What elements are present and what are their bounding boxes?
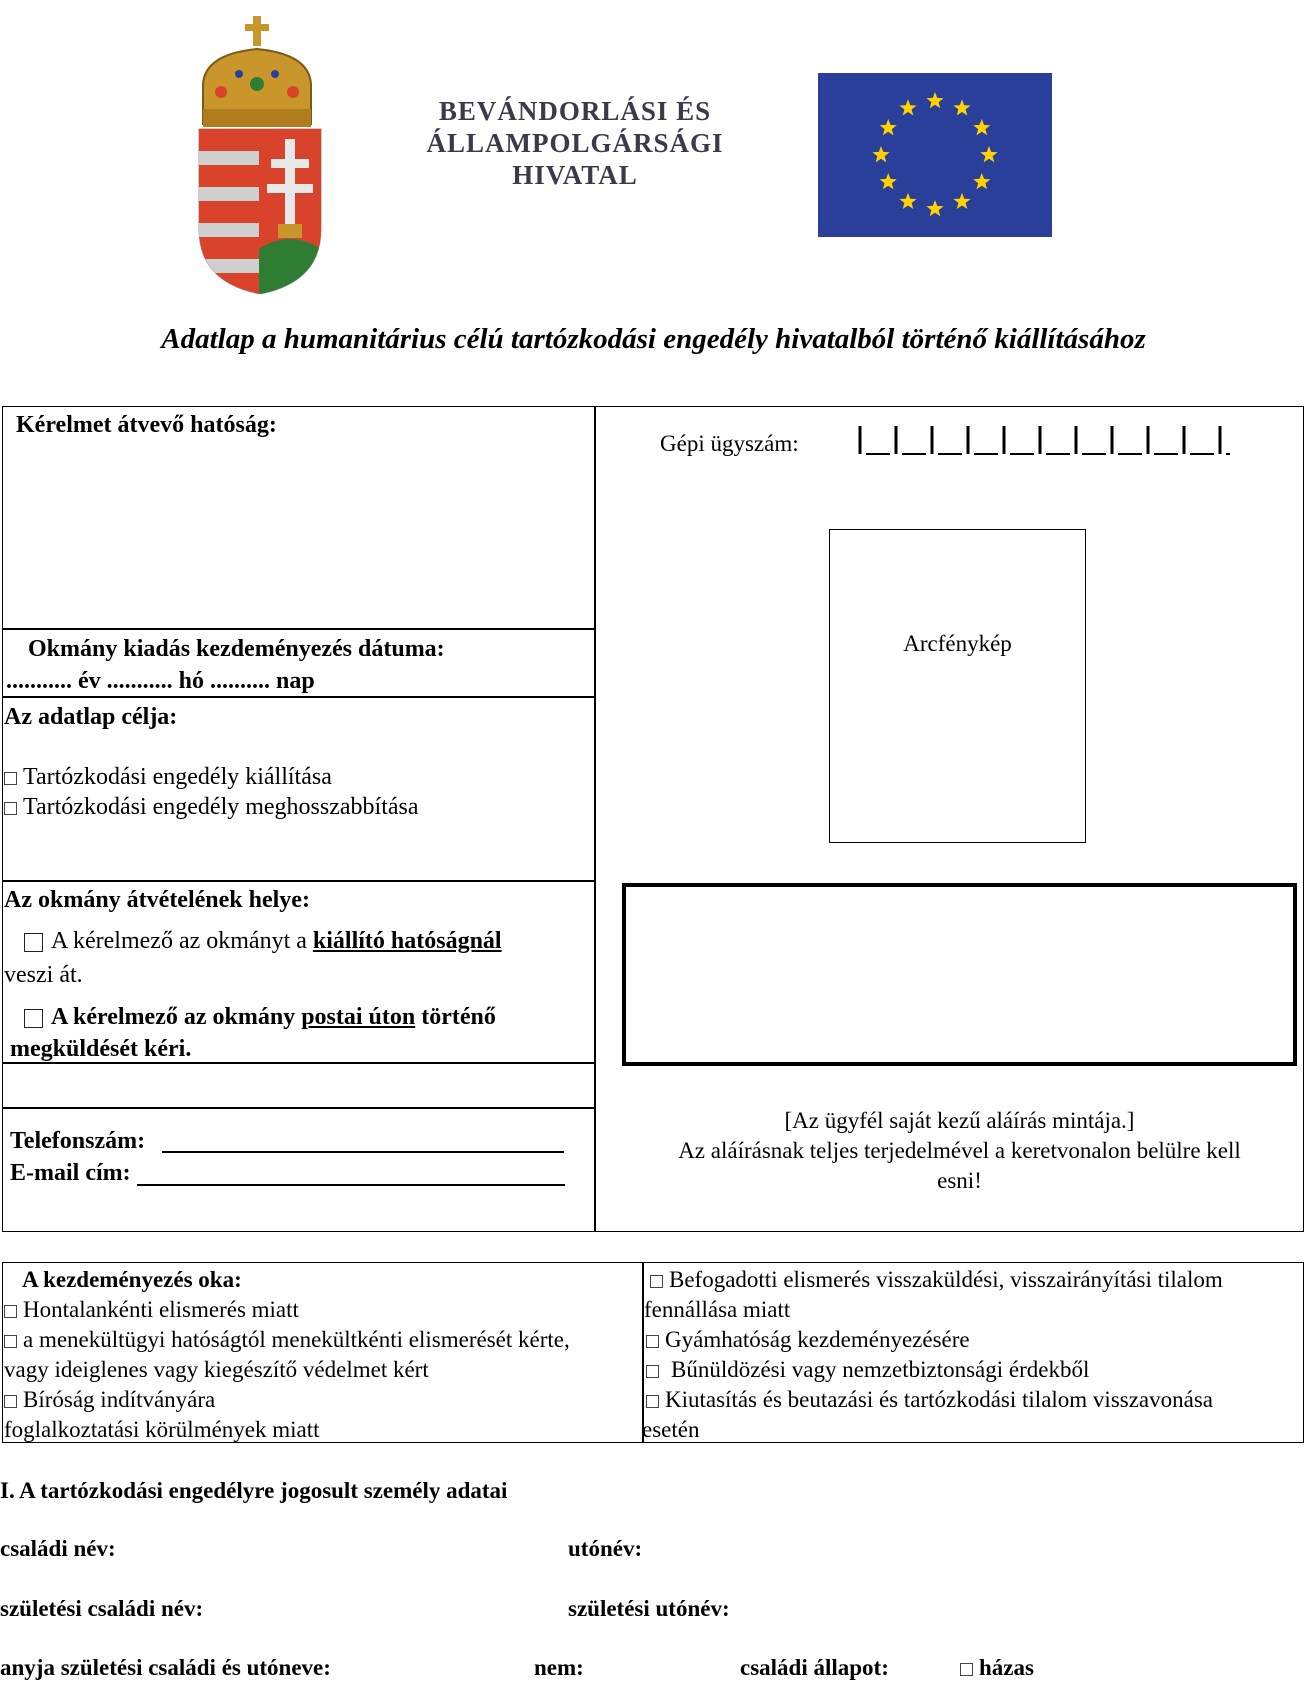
case-number-label: Gépi ügyszám:: [660, 431, 799, 456]
checkbox[interactable]: [4, 772, 17, 785]
checkbox[interactable]: [646, 1395, 659, 1408]
issue-date-value[interactable]: ........... év ........... hó .......... nap: [6, 668, 315, 694]
agency-line-1: BEVÁNDORLÁSI ÉS: [438, 96, 712, 126]
checkbox[interactable]: [24, 1009, 43, 1028]
form-title: Adatlap a humanitárius célú tartózkodási engedély hivatalból történő kiállításához: [161, 323, 1146, 355]
sex-label: nem:: [534, 1655, 584, 1680]
checkbox[interactable]: [646, 1365, 659, 1378]
pickup-authority-emphasis: kiállító hatóságnál: [312, 928, 502, 954]
checkbox[interactable]: [960, 1663, 973, 1676]
pickup-option-text: A kérelmező az okmányt a: [51, 928, 313, 954]
section-1-heading: I. A tartózkodási engedélyre jogosult személy adatai: [0, 1478, 508, 1503]
phone-label: Telefonszám:: [10, 1128, 146, 1154]
pickup-label: Az okmány átvételének helye:: [4, 887, 310, 913]
pickup-option-authority[interactable]: [24, 926, 502, 956]
reason-label: A kezdeményezés oka:: [22, 1267, 242, 1292]
marital-option-married[interactable]: [960, 1654, 1034, 1682]
pickup-post-emphasis: postai úton: [301, 1004, 416, 1030]
reason-option-security[interactable]: [646, 1356, 1089, 1384]
photo-box[interactable]: [829, 529, 1086, 843]
reason-option-refugee[interactable]: [4, 1326, 570, 1354]
agency-line-2: ÁLLAMPOLGÁRSÁGI: [426, 128, 724, 158]
reason-option-label: a menekültügyi hatóságtól menekültkénti elismerését kérte,: [23, 1327, 570, 1352]
purpose-option-issue[interactable]: [4, 762, 332, 792]
signature-instructions: [622, 1106, 1297, 1196]
family-name-label: családi név:: [0, 1536, 116, 1561]
checkbox[interactable]: [4, 802, 17, 815]
checkbox[interactable]: [4, 1395, 17, 1408]
reason-option-stateless[interactable]: [4, 1296, 299, 1324]
checkbox[interactable]: [4, 1335, 17, 1348]
case-number-field[interactable]: [858, 424, 1230, 460]
signature-instruction-line-2: Az aláírásnak teljes terjedelmével a keretvonalon belülre kell: [678, 1138, 1241, 1163]
agency-name: [400, 95, 750, 191]
pickup-option-authority-cont: veszi át.: [4, 962, 83, 988]
marital-option-label: házas: [979, 1655, 1034, 1680]
reason-option-label: Kiutasítás és beutazási és tartózkodási tilalom visszavonása: [665, 1387, 1214, 1412]
reason-option-employment: foglalkoztatási körülmények miatt: [4, 1417, 320, 1442]
purpose-option-label: Tartózkodási engedély meghosszabbítása: [23, 794, 419, 820]
signature-instruction-line-1: [Az ügyfél saját kezű aláírás mintája.]: [784, 1108, 1135, 1133]
reason-option-label: Befogadotti elismerés visszaküldési, visszairányítási tilalom: [669, 1267, 1223, 1292]
checkbox[interactable]: [24, 933, 43, 952]
email-label: E-mail cím:: [10, 1160, 131, 1186]
reason-option-non-refoulement-cont: fennállása miatt: [644, 1297, 791, 1322]
reason-option-court[interactable]: [4, 1386, 215, 1414]
signature-box[interactable]: [622, 883, 1297, 1066]
reason-option-label: Bíróság indítványára: [23, 1387, 216, 1412]
receiving-authority-label: Kérelmet átvevő hatóság:: [16, 412, 277, 438]
phone-field[interactable]: [162, 1151, 564, 1153]
reason-option-guardianship[interactable]: [646, 1326, 970, 1354]
reason-option-label: Hontalankénti elismerés miatt: [23, 1297, 299, 1322]
checkbox[interactable]: [4, 1305, 17, 1318]
purpose-option-label: Tartózkodási engedély kiállítása: [23, 764, 332, 790]
reason-option-label: Gyámhatóság kezdeményezésére: [665, 1327, 970, 1352]
pickup-option-post-cont: megküldését kéri.: [10, 1036, 192, 1062]
photo-label: Arcfénykép: [903, 631, 1012, 656]
pickup-option-text: A kérelmező az okmány: [51, 1004, 302, 1030]
coat-of-arms-logo: [185, 14, 335, 294]
birth-family-name-label: születési családi név:: [0, 1596, 204, 1621]
issue-date-label: Okmány kiadás kezdeményezés dátuma:: [28, 636, 445, 662]
given-name-label: utónév:: [568, 1536, 643, 1561]
reason-option-expulsion[interactable]: [646, 1386, 1213, 1414]
agency-line-3: HIVATAL: [512, 160, 638, 190]
birth-given-name-label: születési utónév:: [568, 1596, 730, 1621]
pickup-option-text-end: történő: [415, 1004, 496, 1030]
reason-option-non-refoulement[interactable]: [650, 1266, 1223, 1294]
purpose-label: Az adatlap célja:: [4, 704, 178, 730]
purpose-option-extend[interactable]: [4, 792, 419, 822]
mother-name-label: anyja születési családi és utóneve:: [0, 1655, 331, 1680]
reason-option-expulsion-cont: esetén: [642, 1417, 700, 1442]
signature-instruction-line-3: esni!: [937, 1168, 982, 1193]
checkbox[interactable]: [650, 1275, 663, 1288]
email-field[interactable]: [137, 1184, 565, 1186]
eu-flag-logo: [818, 73, 1052, 237]
reason-option-label: Bűnüldözési vagy nemzetbiztonsági érdekből: [671, 1357, 1090, 1382]
reason-option-refugee-cont: vagy ideiglenes vagy kiegészítő védelmet kért: [4, 1357, 429, 1382]
pickup-option-post[interactable]: [24, 1002, 496, 1032]
checkbox[interactable]: [646, 1335, 659, 1348]
marital-status-label: családi állapot:: [740, 1655, 889, 1680]
